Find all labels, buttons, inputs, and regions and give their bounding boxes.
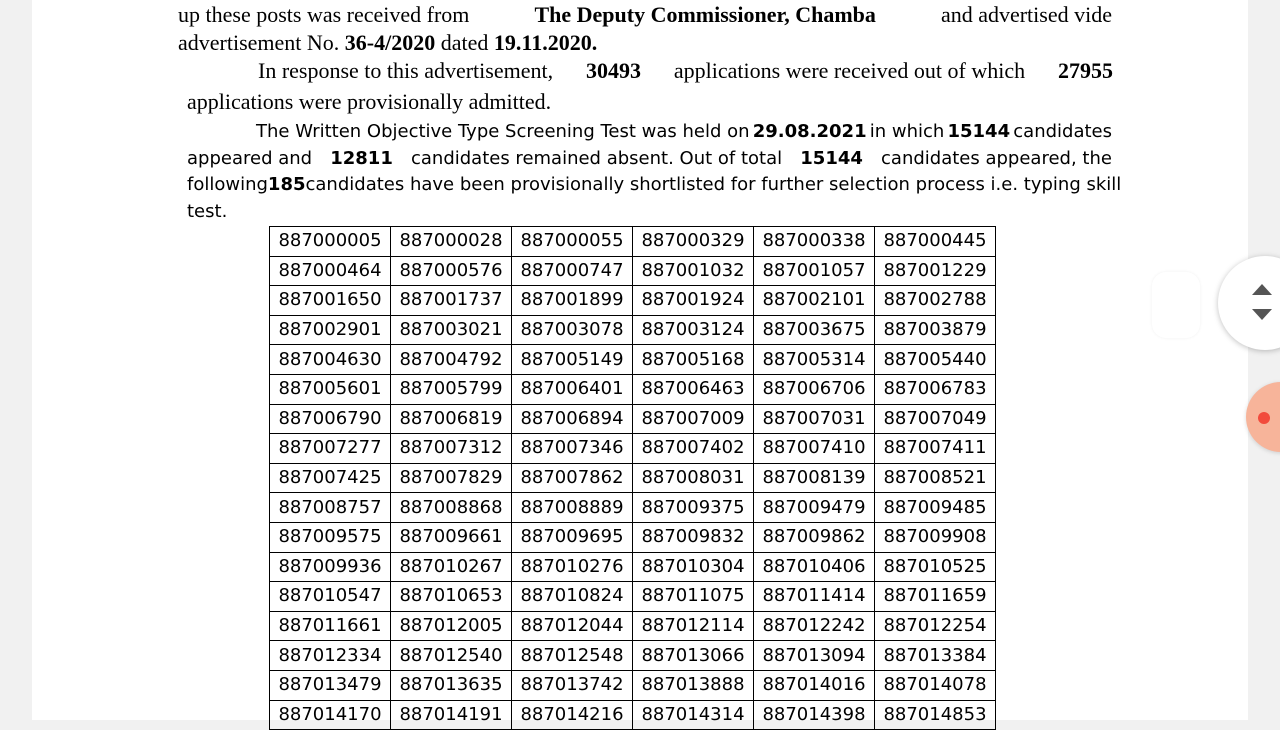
advertisement-date: 19.11.2020.	[493, 30, 598, 55]
roll-number-cell: 887000338	[754, 227, 875, 257]
table-row	[270, 434, 996, 464]
line7-post: candidates have been provisionally shortlisted for further selection process i.e. typing skill	[305, 174, 1122, 195]
roll-number-cell: 887001057	[754, 256, 875, 286]
roll-number-table	[269, 226, 996, 730]
roll-number-cell: 887000055	[512, 227, 633, 257]
table-row	[270, 493, 996, 523]
roll-number-cell: 887001899	[512, 286, 633, 316]
paragraph-line-8: test.	[187, 201, 228, 222]
line5-mid: in which	[869, 121, 945, 142]
roll-number-cell: 887010276	[512, 552, 633, 582]
roll-number-cell: 887008868	[391, 493, 512, 523]
roll-number-cell: 887006783	[875, 374, 996, 404]
roll-number-cell: 887000005	[270, 227, 391, 257]
paragraph-line-1	[178, 1, 1112, 29]
roll-number-cell: 887001924	[633, 286, 754, 316]
roll-number-cell: 887005168	[633, 345, 754, 375]
line7-pre: following	[187, 174, 268, 195]
roll-number-cell: 887002788	[875, 286, 996, 316]
roll-number-cell: 887010547	[270, 582, 391, 612]
roll-number-cell: 887006463	[633, 374, 754, 404]
roll-number-cell: 887007410	[754, 434, 875, 464]
roll-number-cell: 887006819	[391, 404, 512, 434]
line5-post: candidates	[1013, 121, 1112, 142]
table-row	[270, 345, 996, 375]
candidates-appeared-total: 15144	[800, 148, 863, 169]
roll-number-cell: 887008031	[633, 463, 754, 493]
roll-number-cell: 887010406	[754, 552, 875, 582]
roll-number-cell: 887013066	[633, 641, 754, 671]
roll-number-cell: 887014170	[270, 700, 391, 730]
table-row	[270, 315, 996, 345]
candidates-absent: 12811	[330, 148, 393, 169]
roll-number-cell: 887000464	[270, 256, 391, 286]
paragraph-line-5	[256, 120, 1112, 144]
floating-toolbar-ghost	[1152, 272, 1200, 338]
record-button[interactable]	[1246, 382, 1280, 452]
paragraph-line-7	[187, 173, 1122, 197]
roll-number-cell: 887013384	[875, 641, 996, 671]
roll-number-cell: 887003675	[754, 315, 875, 345]
table-row	[270, 582, 996, 612]
roll-number-cell: 887003879	[875, 315, 996, 345]
roll-number-cell: 887006790	[270, 404, 391, 434]
roll-number-cell: 887010824	[512, 582, 633, 612]
roll-number-cell: 887004630	[270, 345, 391, 375]
roll-number-cell: 887014078	[875, 670, 996, 700]
roll-number-cell: 887003021	[391, 315, 512, 345]
roll-number-cell: 887009832	[633, 522, 754, 552]
applications-received: 30493	[585, 58, 641, 83]
roll-number-cell: 887013742	[512, 670, 633, 700]
line1-post: and advertised vide	[940, 2, 1112, 27]
line6-post: candidates appeared, the	[881, 148, 1112, 169]
roll-number-cell: 887007829	[391, 463, 512, 493]
table-row	[270, 700, 996, 730]
table-row	[270, 552, 996, 582]
roll-number-cell: 887005149	[512, 345, 633, 375]
scroll-up-icon[interactable]	[1252, 284, 1272, 295]
table-row	[270, 522, 996, 552]
roll-number-cell: 887011659	[875, 582, 996, 612]
table-row	[270, 463, 996, 493]
roll-number-cell: 887001737	[391, 286, 512, 316]
roll-number-cell: 887010653	[391, 582, 512, 612]
test-date: 29.08.2021	[752, 121, 867, 142]
line5-pre: The Written Objective Type Screening Test was held on	[256, 121, 750, 142]
paragraph-line-4: applications were provisionally admitted.	[187, 89, 552, 114]
roll-number-cell: 887000329	[633, 227, 754, 257]
issuing-authority: The Deputy Commissioner, Chamba	[534, 2, 876, 27]
roll-number-cell: 887005314	[754, 345, 875, 375]
roll-number-cell: 887004792	[391, 345, 512, 375]
roll-number-cell: 887014314	[633, 700, 754, 730]
roll-number-cell: 887012334	[270, 641, 391, 671]
roll-number-cell: 887007425	[270, 463, 391, 493]
roll-number-cell: 887000576	[391, 256, 512, 286]
roll-number-cell: 887013635	[391, 670, 512, 700]
roll-number-cell: 887008139	[754, 463, 875, 493]
roll-number-cell: 887005601	[270, 374, 391, 404]
table-row	[270, 227, 996, 257]
roll-number-cell: 887010304	[633, 552, 754, 582]
scroll-down-icon[interactable]	[1252, 309, 1272, 320]
roll-number-cell: 887007031	[754, 404, 875, 434]
roll-number-cell: 887009695	[512, 522, 633, 552]
roll-number-cell: 887007049	[875, 404, 996, 434]
roll-number-cell: 887012242	[754, 611, 875, 641]
roll-number-cell: 887001032	[633, 256, 754, 286]
roll-number-cell: 887001229	[875, 256, 996, 286]
roll-number-cell: 887007411	[875, 434, 996, 464]
roll-number-cell: 887009485	[875, 493, 996, 523]
line3-pre: In response to this advertisement,	[258, 58, 554, 83]
roll-number-cell: 887006401	[512, 374, 633, 404]
roll-number-cell: 887007346	[512, 434, 633, 464]
roll-number-cell: 887000028	[391, 227, 512, 257]
line2-mid: dated	[440, 30, 489, 55]
roll-number-cell: 887009908	[875, 522, 996, 552]
paragraph-line-2	[178, 29, 597, 57]
roll-number-cell: 887011414	[754, 582, 875, 612]
advertisement-number: 36-4/2020	[344, 30, 436, 55]
roll-number-cell: 887002101	[754, 286, 875, 316]
line6-pre: appeared and	[187, 148, 313, 169]
table-row	[270, 670, 996, 700]
roll-number-cell: 887012044	[512, 611, 633, 641]
roll-number-cell: 887006706	[754, 374, 875, 404]
roll-number-cell: 887013479	[270, 670, 391, 700]
roll-number-cell: 887011661	[270, 611, 391, 641]
roll-number-cell: 887012005	[391, 611, 512, 641]
roll-number-cell: 887009936	[270, 552, 391, 582]
table-row	[270, 641, 996, 671]
roll-number-cell: 887005440	[875, 345, 996, 375]
roll-number-cell: 887012548	[512, 641, 633, 671]
roll-number-cell: 887008521	[875, 463, 996, 493]
roll-number-cell: 887007312	[391, 434, 512, 464]
roll-number-cell: 887014016	[754, 670, 875, 700]
applications-admitted: 27955	[1057, 58, 1113, 83]
roll-number-cell: 887014216	[512, 700, 633, 730]
table-row	[270, 404, 996, 434]
roll-number-cell: 887002901	[270, 315, 391, 345]
roll-number-cell: 887007277	[270, 434, 391, 464]
table-row	[270, 286, 996, 316]
line2-pre: advertisement No.	[178, 30, 340, 55]
line1-pre: up these posts was received from	[178, 2, 470, 27]
paragraph-line-6	[187, 147, 1112, 171]
roll-number-cell: 887008889	[512, 493, 633, 523]
roll-number-cell: 887008757	[270, 493, 391, 523]
record-icon	[1258, 412, 1270, 424]
roll-number-cell: 887012114	[633, 611, 754, 641]
roll-number-cell: 887009862	[754, 522, 875, 552]
roll-number-cell: 887012254	[875, 611, 996, 641]
roll-number-cell: 887009575	[270, 522, 391, 552]
roll-number-cell: 887000747	[512, 256, 633, 286]
roll-number-cell: 887005799	[391, 374, 512, 404]
roll-number-cell: 887007862	[512, 463, 633, 493]
candidates-appeared: 15144	[947, 121, 1011, 142]
roll-number-cell: 887001650	[270, 286, 391, 316]
roll-number-cell: 887013094	[754, 641, 875, 671]
roll-number-cell: 887011075	[633, 582, 754, 612]
roll-number-cell: 887014191	[391, 700, 512, 730]
roll-number-cell: 887006894	[512, 404, 633, 434]
roll-number-cell: 887013888	[633, 670, 754, 700]
candidates-shortlisted: 185	[267, 174, 306, 195]
roll-number-cell: 887014398	[754, 700, 875, 730]
roll-number-cell: 887003124	[633, 315, 754, 345]
roll-number-cell: 887003078	[512, 315, 633, 345]
table-row	[270, 374, 996, 404]
table-row	[270, 256, 996, 286]
table-row	[270, 611, 996, 641]
roll-number-cell: 887010525	[875, 552, 996, 582]
roll-number-cell: 887007009	[633, 404, 754, 434]
roll-number-cell: 887009661	[391, 522, 512, 552]
roll-number-cell: 887009479	[754, 493, 875, 523]
roll-number-cell: 887000445	[875, 227, 996, 257]
line3-mid: applications were received out of which	[673, 58, 1026, 83]
roll-number-cell: 887012540	[391, 641, 512, 671]
roll-number-cell: 887010267	[391, 552, 512, 582]
line6-mid: candidates remained absent. Out of total	[410, 148, 783, 169]
roll-number-cell: 887014853	[875, 700, 996, 730]
paragraph-line-3	[258, 57, 1113, 85]
roll-number-cell: 887007402	[633, 434, 754, 464]
roll-number-cell: 887009375	[633, 493, 754, 523]
